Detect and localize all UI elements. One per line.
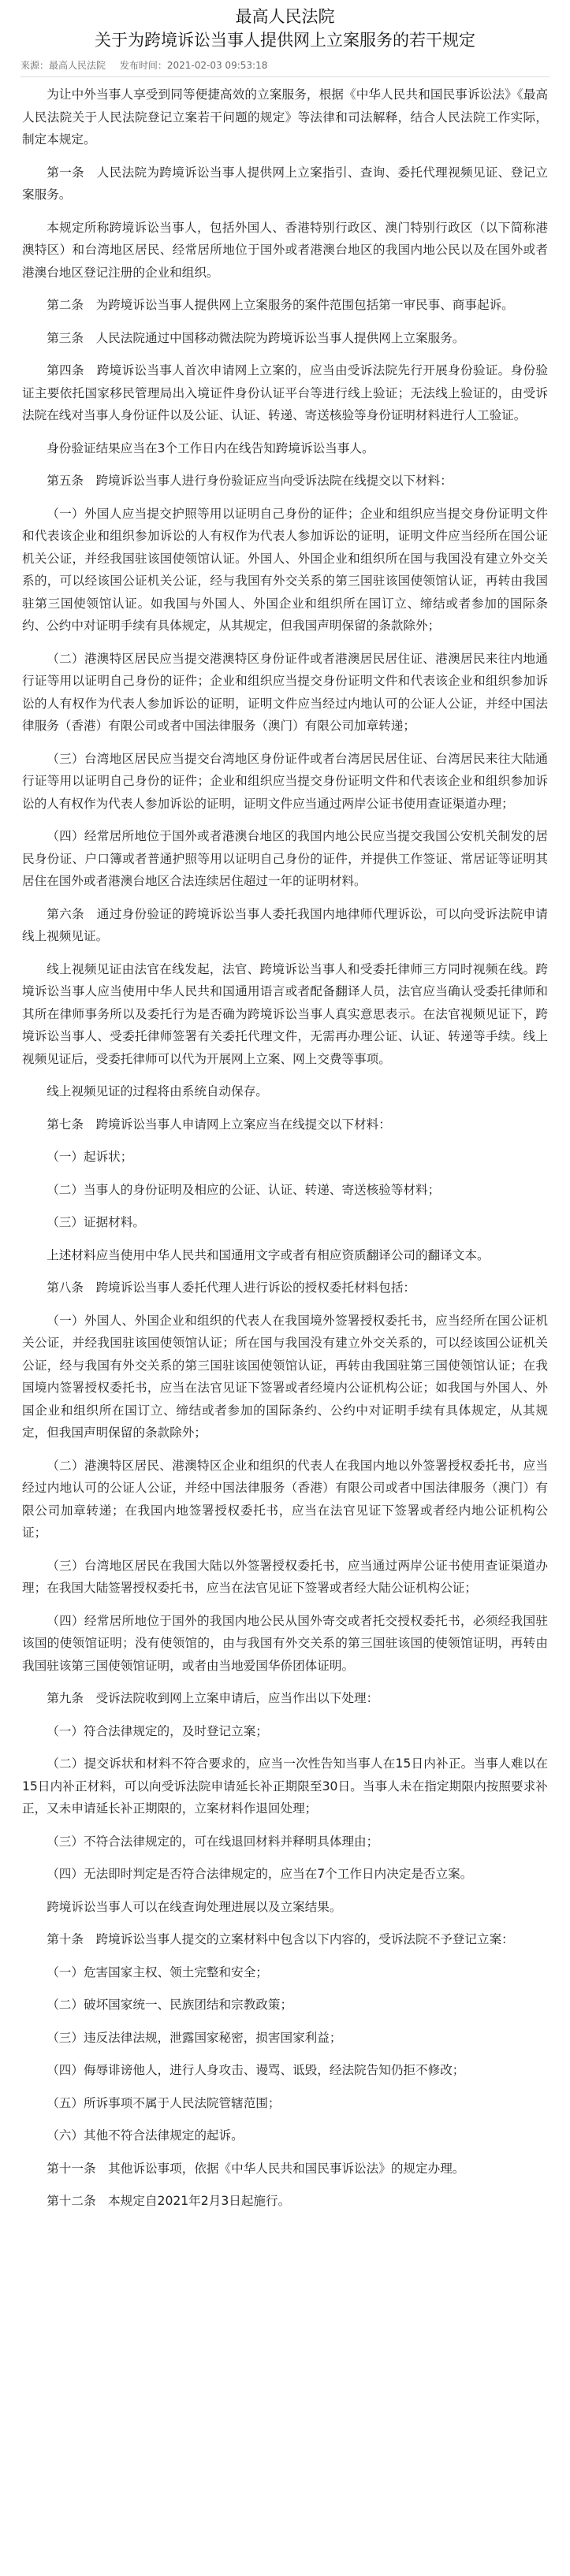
article-title: 关于为跨境诉讼当事人提供网上立案服务的若干规定: [95, 31, 475, 50]
article-paragraph: （一）危害国家主权、领土完整和安全；: [47, 1965, 268, 1979]
article-meta: [20, 58, 550, 77]
article-paragraph: 跨境诉讼当事人可以在线查询处理进展以及立案结果。: [47, 1899, 342, 1914]
article-paragraph: 第十条 跨境诉讼当事人提交的立案材料中包含以下内容的，受诉法院不予登记立案：: [47, 1932, 514, 1946]
article-paragraph: （四）经常居所地位于国外的我国内地公民从国外寄交或者托交授权委托书，必须经我国驻该国的使领馆证明；没有使领馆的，由与我国有外交关系的第三国驻该国的使领馆证明，再转由我国驻该第三国使领馆证明，或者由当地爱国华侨团体证明。: [22, 1613, 548, 1673]
article-paragraph: （二）港澳特区居民、港澳特区企业和组织的代表人在我国内地以外签署授权委托书，应当经过内地认可的公证人公证，并经中国法律服务（香港）有限公司或者中国法律服务（澳门）有限公司加章转递；在我国内地签署授权委托书，应当在法官见证下签署或者经内地公证机构公证；: [22, 1458, 548, 1540]
article-paragraph: （一）起诉状；: [47, 1150, 133, 1164]
article-paragraph: 本规定所称跨境诉讼当事人，包括外国人、香港特别行政区、澳门特别行政区（以下简称港澳特区）和台湾地区居民、经常居所地位于国外或者港澳台地区的我国内地公民以及在国外或者港澳台地区登记注册的企业和组织。: [22, 220, 548, 280]
article-paragraph: 身份验证结果应当在3个工作日内在线告知跨境诉讼当事人。: [47, 440, 374, 455]
article-paragraph: （四）无法即时判定是否符合法律规定的，应当在7个工作日内决定是否立案。: [47, 1867, 473, 1881]
article-paragraph: 第九条 受诉法院收到网上立案申请后，应当作出以下处理：: [47, 1691, 379, 1705]
article-paragraph: （三）违反法律法规，泄露国家秘密，损害国家利益；: [47, 2030, 342, 2045]
article-paragraph: 第十二条 本规定自2021年2月3日起施行。: [47, 2194, 291, 2208]
source-value: 最高人民法院: [49, 60, 106, 71]
publish-info: [120, 60, 267, 71]
article-paragraph: （二）当事人的身份证明及相应的公证、认证、转递、寄送核验等材料；: [47, 1182, 441, 1197]
article-body: [20, 77, 550, 2213]
article-paragraph: 为让中外当事人享受到同等便捷高效的立案服务，根据《中华人民共和国民事诉讼法》《最高人民法院关于人民法院登记立案若干问题的规定》等法律和司法解释，结合人民法院工作实际，制定本规定。: [22, 87, 548, 147]
article-paragraph: 第三条 人民法院通过中国移动微法院为跨境诉讼当事人提供网上立案服务。: [47, 330, 465, 345]
issuer-title: 最高人民法院: [235, 7, 335, 26]
article-paragraph: （一）外国人应当提交护照等用以证明自己身份的证件；企业和组织应当提交身份证明文件和代表该企业和组织参加诉讼的人有权作为代表人参加诉讼的证明，证明文件应当经所在国公证机关公证，并经我国驻该国使领馆认证。外国人、外国企业和组织所在国与我国没有建立外交关系的，可以经该国公证机关公证，经与我国有外交关系的第三国驻该国使领馆认证，再转由我国驻第三国使领馆认证。如我国与外国人、外国企业和组织所在国订立、缔结或者参加的国际条约、公约中对证明手续有具体规定，从其规定，但我国声明保留的条款除外；: [22, 506, 548, 633]
article-paragraph: 第六条 通过身份验证的跨境诉讼当事人委托我国内地律师代理诉讼，可以向受诉法院申请线上视频见证。: [22, 906, 548, 943]
article-paragraph: （三）台湾地区居民应当提交台湾地区身份证件或者台湾居民居住证、台湾居民来往大陆通行证等用以证明自己身份的证件；企业和组织应当提交身份证明文件和代表该企业和组织参加诉讼的人有权作为代表人参加诉讼的证明，证明文件应当通过两岸公证书使用查证渠道办理；: [22, 751, 548, 811]
article-paragraph: 第十一条 其他诉讼事项，依据《中华人民共和国民事诉讼法》的规定办理。: [47, 2161, 465, 2176]
article-paragraph: 第八条 跨境诉讼当事人委托代理人进行诉讼的授权委托材料包括：: [47, 1281, 416, 1295]
article-paragraph: 第七条 跨境诉讼当事人申请网上立案应当在线提交以下材料：: [47, 1117, 391, 1132]
published-value: 2021-02-03 09:53:18: [166, 60, 268, 71]
article-paragraph: （一）符合法律规定的，及时登记立案；: [47, 1723, 268, 1738]
article-paragraph: （三）不符合法律规定的，可在线退回材料并释明具体理由；: [47, 1834, 379, 1849]
article-paragraph: 第五条 跨境诉讼当事人进行身份验证应当向受诉法院在线提交以下材料：: [47, 474, 453, 488]
published-label: 发布时间：: [119, 60, 167, 71]
source-label: 来源：: [20, 60, 50, 71]
source-info: [20, 60, 106, 71]
article-paragraph: 第一条 人民法院为跨境诉讼当事人提供网上立案指引、查询、委托代理视频见证、登记立案服务。: [22, 165, 548, 202]
article-paragraph: 第四条 跨境诉讼当事人首次申请网上立案的，应当由受诉法院先行开展身份验证。身份验证主要依托国家移民管理局出入境证件身份认证平台等进行线上验证；无法线上验证的，由受诉法院在线对当事人身份证件以及公证、认证、转递、寄送核验等身份证明材料进行人工验证。: [22, 363, 548, 422]
article-paragraph: （三）台湾地区居民在我国大陆以外签署授权委托书，应当通过两岸公证书使用查证渠道办理；在我国大陆签署授权委托书，应当在法官见证下签署或者经大陆公证机构公证；: [22, 1558, 548, 1595]
article-paragraph: （六）其他不符合法律规定的起诉。: [47, 2128, 244, 2143]
article-header: [20, 0, 550, 52]
article-paragraph: （三）证据材料。: [47, 1215, 145, 1229]
article-paragraph: 第二条 为跨境诉讼当事人提供网上立案服务的案件范围包括第一审民事、商事起诉。: [47, 298, 514, 312]
article-paragraph: （一）外国人、外国企业和组织的代表人在我国境外签署授权委托书，应当经所在国公证机关公证，并经我国驻该国使领馆认证；所在国与我国没有建立外交关系的，可以经该国公证机关公证，经与我国有外交关系的第三国驻该国使领馆认证，再转由我国驻第三国使领馆认证；在我国境内签署授权委托书，应当在法官见证下签署或者经境内公证机构公证；如我国与外国人、外国企业和组织所在国订立、缔结或者参加的国际条约、公约中对证明手续有具体规定，从其规定，但我国声明保留的条款除外；: [22, 1313, 548, 1440]
article-paragraph: （二）港澳特区居民应当提交港澳特区身份证件或者港澳居民居住证、港澳居民来往内地通行证等用以证明自己身份的证件；企业和组织应当提交身份证明文件和代表该企业和组织参加诉讼的人有权作为代表人参加诉讼的证明，证明文件应当经过内地认可的公证人公证，并经中国法律服务（香港）有限公司或者中国法律服务（澳门）有限公司加章转递；: [22, 651, 548, 733]
article-paragraph: 线上视频见证的过程将由系统自动保存。: [47, 1084, 268, 1098]
article-paragraph: （五）所诉事项不属于人民法院管辖范围；: [47, 2095, 281, 2110]
article-paragraph: （二）破坏国家统一、民族团结和宗教政策；: [47, 1998, 293, 2012]
article-paragraph: （四）侮辱诽谤他人，进行人身攻击、谩骂、诋毁，经法院告知仍拒不修改；: [47, 2063, 465, 2077]
article-paragraph: 线上视频见证由法官在线发起，法官、跨境诉讼当事人和受委托律师三方同时视频在线。跨境诉讼当事人应当使用中华人民共和国通用语言或者配备翻译人员，法官应当确认受委托律师和其所在律师事务所以及委托行为是否确为跨境诉讼当事人真实意思表示。在法官视频见证下，跨境诉讼当事人、受委托律师签署有关委托代理文件，无需再办理公证、认证、转递等手续。线上视频见证后，受委托律师可以代为开展网上立案、网上交费等事项。: [22, 961, 548, 1066]
article-paragraph: （二）提交诉状和材料不符合要求的，应当一次性告知当事人在15日内补正。当事人难以在15日内补正材料，可以向受诉法院申请延长补正期限至30日。当事人未在指定期限内按照要求补正，又未申请延长补正期限的，立案材料作退回处理；: [22, 1756, 548, 1816]
article-paragraph: 上述材料应当使用中华人民共和国通用文字或者有相应资质翻译公司的翻译文本。: [47, 1247, 490, 1262]
article-paragraph: （四）经常居所地位于国外或者港澳台地区的我国内地公民应当提交我国公安机关制发的居民身份证、户口簿或者普通护照等用以证明自己身份的证件，并提供工作签证、常居证等证明其居住在国外或者港澳台地区合法连续居住超过一年的证明材料。: [22, 829, 548, 888]
